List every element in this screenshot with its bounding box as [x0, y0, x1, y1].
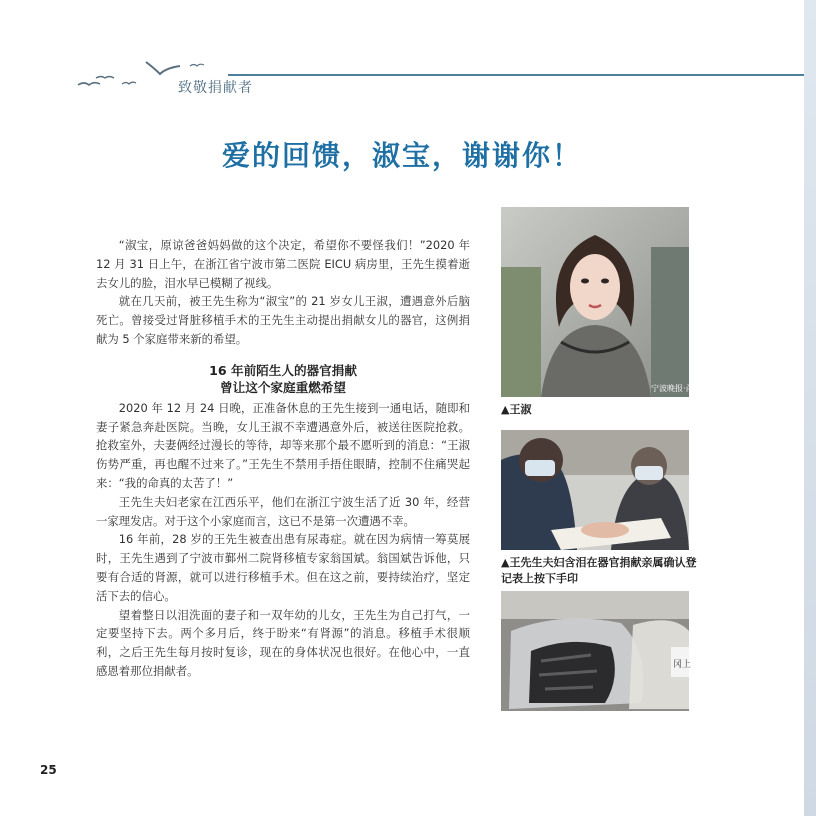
body-paragraph-1: 2020 年 12 月 24 日晚，正准备休息的王先生接到一通电话，随即和妻子紧急奔赴医院。当晚，女儿王淑不幸遭遇意外后，被送往医院抢救。抢救室外，夫妻俩经过漫长的等待，却等来那个最不愿听到的消息：“王淑伤势严重，再也醒不过来了。”王先生不禁用手捂住眼睛，控制不住痛哭起来：“我的命真的太苦了！” — [96, 400, 470, 490]
portrait-photo — [501, 207, 702, 397]
bag-label: 冈上 — [673, 660, 692, 670]
caption-signing: ▲王先生夫妇含泪在器官捐献亲属确认登记表上按下手印 — [501, 556, 697, 585]
header-rule — [228, 74, 804, 76]
subheading-line-2: 曾让这个家庭重燃希望 — [220, 379, 346, 395]
subheading-line-1: 16 年前陌生人的器官捐献 — [209, 362, 357, 378]
section-label: 致敬捐献者 — [178, 80, 253, 96]
page-edge-strip — [804, 0, 816, 816]
intro-paragraph-1: “淑宝，原谅爸爸妈妈做的这个决定，希望你不要怪我们！”2020 年 12 月 31 日上午，在浙江省宁波市第二医院 EICU 病房里，王先生摸着逝去女儿的脸，泪水早已模糊了视线。 — [96, 238, 470, 290]
caption-portrait: ▲王淑 — [501, 403, 532, 416]
body-paragraph-2: 王先生夫妇老家在江西乐平，他们在浙江宁波生活了近 30 年，经营一家理发店。对于这个小家庭而言，这已不是第一次遭遇不幸。 — [96, 494, 470, 528]
intro-paragraph-2: 就在几天前，被王先生称为“淑宝”的 21 岁女儿王淑，遭遇意外后脑死亡。曾接受过肾脏移植手术的王先生主动提出捐献女儿的器官，这例捐献为 5 个家庭带来新的希望。 — [96, 294, 470, 346]
body-paragraph-4: 望着整日以泪洗面的妻子和一双年幼的儿女，王先生为自己打气，一定要坚持下去。两个多月后，终于盼来“有肾源”的消息。移植手术很顺利，之后王先生每月按时复诊，现在的身体状况也很好。在他心中，一直感恩着那位捐献者。 — [96, 607, 470, 678]
page-number: 25 — [40, 763, 57, 777]
signing-photo — [501, 430, 689, 550]
body-paragraph-3: 16 年前，28 岁的王先生被查出患有尿毒症。就在因为病情一筹莫展时，王先生遇到了宁波市鄞州二院肾移植专家翁国斌。翁国斌告诉他，只要有合适的肾源，就可以进行移植手术。但在这之前，要持续治疗，坚定活下去的信心。 — [96, 532, 470, 603]
article-title: 爱的回馈，淑宝，谢谢你！ — [221, 139, 582, 172]
subheading — [96, 362, 470, 396]
belongings-photo — [501, 591, 692, 711]
article-body — [96, 236, 470, 681]
photo-watermark: 宁波晚报·甬上 — [651, 384, 702, 393]
